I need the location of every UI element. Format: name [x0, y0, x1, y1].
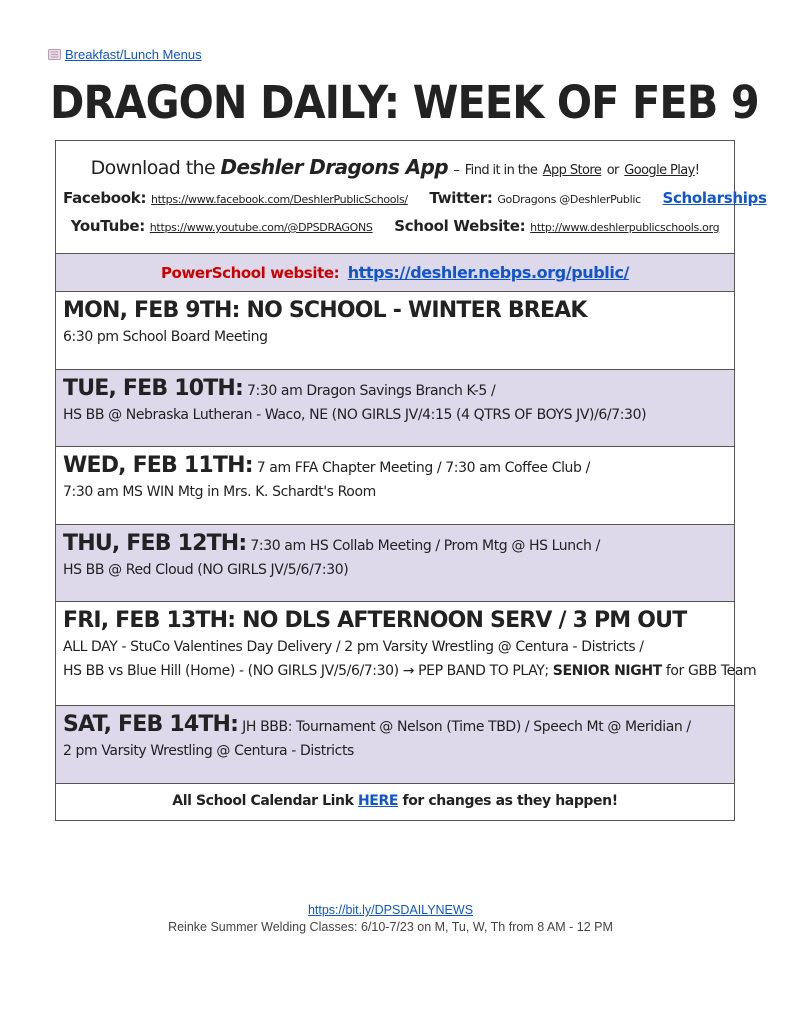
daily-news-link[interactable]: https://bit.ly/DPSDAILYNEWS — [307, 903, 474, 917]
schedule-table — [55, 140, 767, 821]
day-row-tue — [56, 369, 734, 446]
dash-text: – — [453, 163, 460, 178]
day-detail-text: for GBB Team — [665, 663, 757, 679]
page-title: DRAGON DAILY: WEEK OF FEB 9 — [50, 76, 759, 129]
day-heading: FRI, FEB 13TH: NO DLS AFTERNOON SERV / 3 PM OUT — [63, 608, 687, 633]
bang-text: ! — [694, 163, 700, 178]
menus-link[interactable] — [48, 47, 202, 62]
find-text: Find it in the — [464, 163, 538, 178]
powerschool-link[interactable]: https://deshler.nebps.org/public/ — [347, 263, 630, 282]
welding-note: Reinke Summer Welding Classes: 6/10-7/23 on M, Tu, W, Th from 8 AM - 12 PM — [168, 920, 613, 934]
website-label: School Website: — [394, 217, 526, 235]
powerschool-row — [56, 253, 734, 291]
app-store-link[interactable]: App Store — [542, 163, 602, 178]
google-play-link[interactable]: Google Play — [624, 163, 695, 178]
info-header — [56, 141, 767, 253]
day-heading: TUE, FEB 10TH: — [63, 376, 244, 401]
youtube-label: YouTube: — [70, 217, 145, 235]
powerschool-label: PowerSchool website: — [160, 264, 340, 282]
day-detail: HS BB @ Nebraska Lutheran - Waco, NE (NO GIRLS JV/4:15 (4 QTRS OF BOYS JV)/6/7:30) — [63, 407, 647, 423]
day-row-fri — [56, 601, 757, 705]
day-detail: JH BBB: Tournament @ Nelson (Time TBD) / Speech Mt @ Meridian / — [242, 719, 691, 735]
menu-icon — [48, 49, 61, 60]
website-link[interactable]: http://www.deshlerpublicschools.org — [530, 221, 720, 234]
day-row-sat — [56, 705, 734, 783]
day-detail: 6:30 pm School Board Meeting — [63, 329, 268, 345]
day-heading: MON, FEB 9TH: NO SCHOOL - WINTER BREAK — [63, 298, 587, 323]
calendar-link[interactable]: HERE — [357, 793, 399, 809]
facebook-label: Facebook: — [63, 189, 147, 207]
day-detail: 7 am FFA Chapter Meeting / 7:30 am Coffee Club / — [256, 460, 590, 476]
menus-link-label[interactable]: Breakfast/Lunch Menus — [65, 47, 202, 62]
day-row-mon — [56, 291, 734, 369]
footer — [0, 903, 791, 934]
app-name: Deshler Dragons App — [220, 155, 448, 179]
download-text: Download the — [90, 157, 216, 179]
calendar-row — [56, 783, 734, 820]
twitter-label: Twitter: — [429, 189, 493, 207]
day-detail-text: HS BB vs Blue Hill (Home) - (NO GIRLS JV/5/6/7:30) → PEP BAND TO PLAY; — [63, 663, 549, 679]
web-line — [63, 216, 727, 235]
day-detail: 2 pm Varsity Wrestling @ Centura - Districts — [63, 743, 354, 759]
or-text: or — [606, 163, 619, 178]
day-detail: 7:30 am HS Collab Meeting / Prom Mtg @ HS Lunch / — [250, 538, 600, 554]
app-line — [63, 155, 727, 179]
day-row-wed — [56, 446, 734, 524]
day-detail: 7:30 am MS WIN Mtg in Mrs. K. Schardt's Room — [63, 484, 376, 500]
calendar-prefix: All School Calendar Link — [172, 793, 354, 809]
day-heading: THU, FEB 12TH: — [63, 531, 247, 556]
senior-night-text: SENIOR NIGHT — [552, 663, 662, 679]
youtube-link[interactable]: https://www.youtube.com/@DPSDRAGONS — [149, 221, 373, 234]
day-row-thu — [56, 524, 734, 601]
day-detail: 7:30 am Dragon Savings Branch K-5 / — [247, 383, 496, 399]
day-heading: SAT, FEB 14TH: — [63, 712, 239, 737]
day-detail: HS BB @ Red Cloud (NO GIRLS JV/5/6/7:30) — [63, 562, 349, 578]
twitter-value: GoDragons @DeshlerPublic — [497, 193, 641, 206]
day-detail — [63, 663, 757, 679]
day-heading: WED, FEB 11TH: — [63, 453, 253, 478]
scholarships-link[interactable]: Scholarships — [662, 189, 767, 207]
calendar-suffix: for changes as they happen! — [402, 793, 618, 809]
facebook-link[interactable]: https://www.facebook.com/DeshlerPublicSchools/ — [150, 193, 408, 206]
day-detail: ALL DAY - StuCo Valentines Day Delivery / 2 pm Varsity Wrestling @ Centura - Districts / — [63, 639, 644, 655]
social-line — [63, 188, 767, 207]
